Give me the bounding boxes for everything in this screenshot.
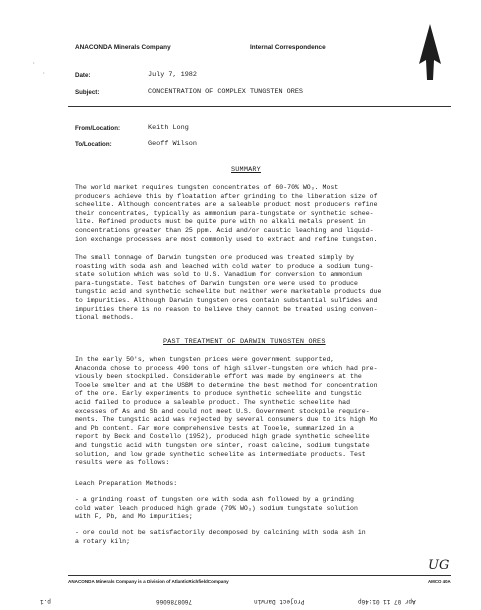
text-line: The world market requires tungsten concentrates of 60-70% WO₃. Most xyxy=(75,184,339,191)
text-line: tungstic acid and synthetic scheelite but neither were marketable products due xyxy=(75,288,382,296)
arrowhead-logo-icon xyxy=(418,24,442,80)
past-treatment-paragraph xyxy=(75,356,451,468)
text-line: cold water leach produced high grade (79% WO₃) sodium tungstate solution xyxy=(75,504,358,512)
summary-paragraph-2 xyxy=(75,254,451,323)
text-line: producers achieve this by floatation after grinding to the liberation size of xyxy=(75,192,378,200)
subject-label: Subject: xyxy=(75,89,100,96)
text-line: excesses of As and Sb and could not meet U.S. Government stockpile require- xyxy=(75,407,370,415)
text-line: to impurities. Although Darwin tungsten ores contain substantial sulfides and xyxy=(75,296,378,304)
text-line: and tungstic acid with tungsten ore sinter, roast calcine, sodium tungstate xyxy=(75,441,370,449)
subject-value: CONCENTRATION OF COMPLEX TUNGSTEN ORES xyxy=(148,88,303,96)
text-line: their concentrates, typically as ammonium para-tungstate or synthetic schee- xyxy=(75,209,374,217)
text-line: para-tungstate. Test batches of Darwin tungsten ore were used to produce xyxy=(75,279,358,287)
to-value: Geoff Wilson xyxy=(148,140,197,148)
text-line: a rotary kiln; xyxy=(75,537,131,545)
fax-datetime: Apr 07 11 01:46p xyxy=(358,598,416,605)
text-line: ments. The tungstic acid was rejected by several consumers due to its high Mo xyxy=(75,416,378,424)
fax-project: Project Darwin xyxy=(254,598,305,605)
summary-heading: SUMMARY xyxy=(231,166,261,174)
text-line: lite. Refined products must be quite pure with no alkali metals present in xyxy=(75,218,366,226)
form-code: AMCO 40A xyxy=(428,579,451,584)
footer-divider xyxy=(68,575,451,576)
text-line: impurities there is no reason to believe they cannot be treated using conven- xyxy=(75,305,378,313)
text-line: The small tonnage of Darwin tungsten ore produced was treated simply by xyxy=(75,254,354,261)
text-line: In the early 50's, when tungsten prices were government supported, xyxy=(75,356,335,363)
leach-bullet-2 xyxy=(75,529,451,546)
scan-mark: · xyxy=(42,70,46,77)
document-type: Internal Correspondence xyxy=(250,44,326,51)
from-value: Keith Long xyxy=(148,124,189,132)
footer-company-line: ANACONDA Minerals Company is a Division of AtlanticRichfieldCompany xyxy=(68,579,229,584)
date-label: Date: xyxy=(75,72,91,79)
text-line: and Pb content. Far more comprehensive tests at Tooele, summarized in a xyxy=(75,424,354,432)
text-line: results were as follows: xyxy=(75,459,170,467)
text-line: with F, Pb, and Mo impurities; xyxy=(75,513,193,521)
text-line: state solution which was sold to U.S. Vanadium for conversion to ammonium xyxy=(75,271,362,279)
text-line: Anaconda chose to process 490 tons of high silver-tungsten ore which had pre- xyxy=(75,364,378,372)
text-line: tional methods. xyxy=(75,314,134,322)
text-line: roasting with soda ash and leached with cold water to produce a sodium tung- xyxy=(75,262,374,270)
fax-page-number: p.1 xyxy=(40,598,51,605)
text-line: concentrations greater than 25 ppm. Acid and/or caustic leaching and liquid- xyxy=(75,226,374,234)
to-label: To/Location: xyxy=(75,141,112,148)
date-value: July 7, 1982 xyxy=(148,71,197,79)
text-line: report by Beck and Costello (1952), produced high grade synthetic scheelite xyxy=(75,433,370,441)
leach-bullet-1 xyxy=(75,496,451,522)
fax-number: 7608786066 xyxy=(156,598,193,605)
scan-mark: · xyxy=(32,60,36,67)
divider xyxy=(68,106,451,107)
text-line: acid failed to produce a saleable product. The synthetic scheelite had xyxy=(75,398,351,406)
leach-heading: Leach Preparation Methods: xyxy=(75,480,178,487)
text-line: Tooele smelter and at the USBM to determine the best method for concentration xyxy=(75,381,378,389)
text-line: solution, and low grade synthetic scheelite as intermediate products. Test xyxy=(75,450,366,458)
past-treatment-heading: PAST TREATMENT OF DARWIN TUNGSTEN ORES xyxy=(163,338,326,346)
text-line: - ore could not be satisfactorily decomposed by calcining with soda ash in xyxy=(75,529,366,536)
text-line: ion exchange processes are most commonly used to extract and refine tungsten. xyxy=(75,235,378,243)
company-name: ANACONDA Minerals Company xyxy=(75,44,171,51)
text-line: - a grinding roast of tungsten ore with soda ash followed by a grinding xyxy=(75,496,354,503)
from-label: From/Location: xyxy=(75,125,121,132)
text-line: scheelite. Although concentrates are a saleable product most producers refine xyxy=(75,201,378,209)
handwritten-initials: UG xyxy=(428,558,450,573)
text-line: of the ore. Early experiments to produce synthetic scheelite and tungstic xyxy=(75,390,362,398)
text-line: viously been stockpiled. Considerable effort was made by engineers at the xyxy=(75,373,362,381)
summary-paragraph-1 xyxy=(75,184,451,244)
